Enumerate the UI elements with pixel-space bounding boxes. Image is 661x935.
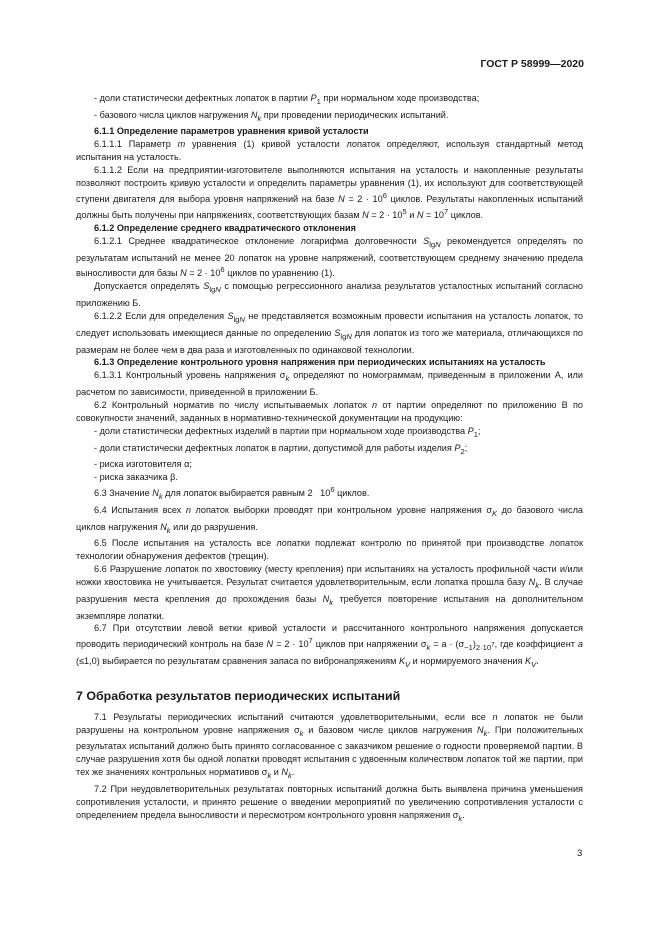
- paragraph: - доли статистически дефектных изделий в партии при нормальном ходе производства $P_1$;: [94, 425, 481, 439]
- paragraph: 6.6 Разрушение лопаток по хвостовику (месту крепления) при испытаниях на усталость профильной части и/или ножки хвостовика не учитывается. Результат считается удовлетворительным, если лопатка прошла базу $N_k$. В случае разрушения места крепления до прохождения базы $N_k$ требуется повторение испытания на дополнительном экземпляре лопатки.: [76, 564, 583, 621]
- paragraph: 6.1.1.2 Если на предприятии-изготовителе выполняются испытания на усталость и накопленные результаты позволяют построить кривую усталости и определить параметры уравнения (1), их используют для соответствующей ступени двигателя для выбора уровня напряжений на базе $N = 2 \cdot 10^6$ циклов. Результаты накопленных испытаний должны быть получены при напряжениях, соответствующих базам $N = 2 \cdot 10^5$ и $N = 10^7$ циклов.: [76, 165, 583, 220]
- paragraph: Допускается определять $S_{lgN}$ с помощью регрессионного анализа результатов усталостных испытаний согласно приложению Б.: [76, 281, 583, 309]
- paragraph: 6.4 Испытания всех n лопаток выборки проводят при контрольном уровне напряжения $\sigma_K$ до базового числа циклов нагружения $N_k$ или до разрушения.: [76, 504, 583, 535]
- paragraph: 6.1.1.1 Параметр m уравнения (1) кривой усталости лопаток определяют, используя стандартный метод испытания на усталость.: [76, 139, 583, 163]
- paragraph: 7.2 При неудовлетворительных результатах повторных испытаний должна быть выявлена причина уменьшения сопротивления усталости, и принято решение о введении мероприятий по увеличению сопротивления усталости с определением предела выносливости и пересмотром контрольного уровня напряжения $\sigma_k$.: [76, 784, 583, 823]
- paragraph: 6.3 Значение $N_k$ для лопаток выбирается равным 2 $10^6$ циклов.: [94, 485, 370, 501]
- section-heading: 7 Обработка результатов периодических испытаний: [76, 688, 401, 703]
- paragraph: - риска заказчика β.: [94, 472, 178, 483]
- paragraph: 6.5 После испытания на усталость все лопатки подлежат контролю по принятой при производстве лопаток технологии обнаружения дефектов (трещин).: [76, 538, 583, 562]
- paragraph: - доли статистически дефектных лопаток в партии $P_1$ при нормальном ходе производства;: [94, 93, 480, 106]
- paragraph: 6.1.2.2 Если для определения $S_{lgN}$ не представляется возможным провести испытания на усталость лопаток, то следует использовать имеющиеся данные по определению $S_{lgN}$ для лопаток из того же материала, отличающихся по размерам не более чем в два раза и изготовленных по одинаковой технологии.: [76, 311, 583, 355]
- subsection-heading: 6.1.3 Определение контрольного уровня напряжения при периодических испытаниях на усталость: [94, 357, 546, 368]
- paragraph: 6.7 При отсутствии левой ветки кривой усталости и рассчитанного контрольного напряжения допускается проводить периодический контроль на базе $N = 2 \cdot 10^7$ циклов при напряжении $\sigma_k = а \cdot (\sigma_{-1})_{2\cdot 10^7}$, где коэффициент а (≤1,0) выбирается по результатам сравнения запаса по вибронапряжениям $K_V$ и нормируемого значения $K_V$.: [76, 623, 583, 669]
- paragraph: 6.1.3.1 Контрольный уровень напряжения $\sigma_k$ определяют по номограммам, приведенным в приложении А, или расчетом по зависимости, приведенной в приложении Б.: [76, 370, 583, 398]
- paragraph: - доли статистически дефектных лопаток в партии, допустимой для работы изделия $P_2$;: [94, 442, 468, 456]
- subsection-heading: 6.1.2 Определение среднего квадратического отклонения: [94, 222, 356, 233]
- paragraph: 7.1 Результаты периодических испытаний считаются удовлетворительными, если все n лопаток не были разрушены на контрольном уровне напряжения $\sigma_k$ и базовом числе циклов нагружения $N_k$. При положительных результатах испытаний должно быть принято согласованное с заказчиком решение о годности проверяемой партии. В случае разрушения хотя бы одной лопатки проводят испытания с удвоенным количеством лопаток той же партии, при тех же значениях контрольных нормативов $\sigma_k$ и $N_k$.: [76, 711, 584, 781]
- subsection-heading: 6.1.1 Определение параметров уравнения кривой усталости: [94, 126, 369, 137]
- document-header: ГОСТ Р 58999—2020: [480, 58, 584, 70]
- paragraph: 6.1.2.1 Среднее квадратическое отклонение логарифма долговечности $S_{lgN}$ рекомендуется определять по результатам испытаний не менее 20 лопаток на уровне напряжений, соответствующем среднему значению предела выносливости для базы $N = 2 \cdot 10^6$ циклов по уравнению (1).: [76, 235, 584, 279]
- paragraph: 6.2 Контрольный норматив по числу испытываемых лопаток n от партии определяют по приложению В по совокупности значений, заданных в нормативно-технической документации на продукцию:: [76, 399, 583, 423]
- paragraph: - базового числа циклов нагружения $N_k$ при проведении периодических испытаний.: [94, 109, 449, 123]
- page-number: 3: [577, 848, 583, 859]
- paragraph: - риска изготовителя α;: [94, 459, 192, 470]
- document-body: [76, 92, 583, 826]
